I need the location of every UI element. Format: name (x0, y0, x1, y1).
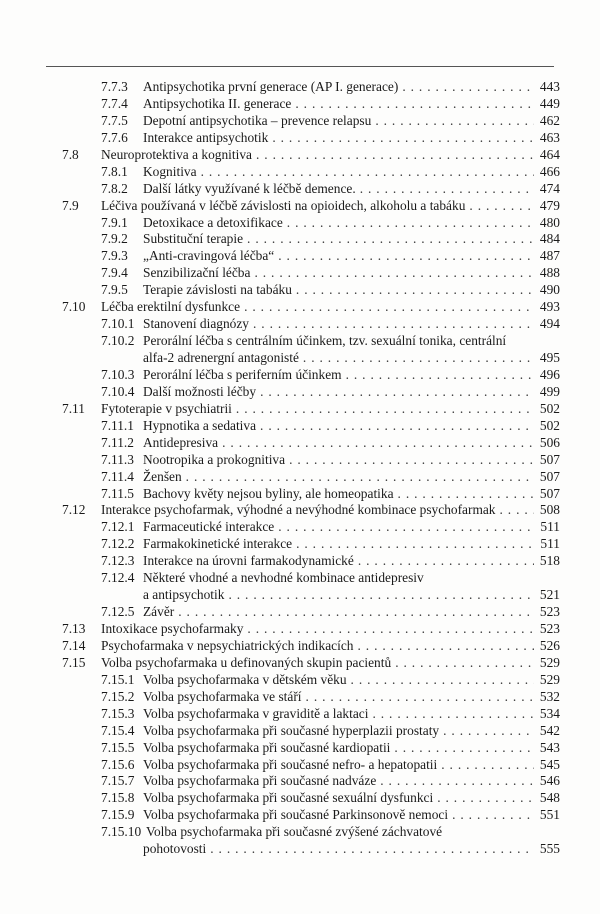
dot-leader (346, 367, 534, 384)
toc-entry-number: 7.15.10 (101, 824, 142, 840)
toc-entry (0, 248, 600, 265)
toc-entry (0, 231, 600, 248)
toc-entry (0, 113, 600, 130)
toc-entry-title: Další látky využívané k léčbě demence. (143, 180, 356, 196)
toc-entry (0, 655, 600, 672)
dot-leader (357, 638, 534, 655)
header-rule (46, 66, 554, 67)
dot-leader (260, 384, 534, 401)
toc-entry-number: 7.11.2 (101, 434, 134, 450)
dot-leader (228, 587, 534, 604)
toc-entry-page: 502 (539, 400, 560, 416)
toc-entry-title: Senzibilizační léčba (143, 265, 251, 281)
toc-entry (0, 570, 600, 587)
toc-entry (0, 773, 600, 790)
dot-leader (296, 536, 534, 553)
toc-entry-number: 7.15.7 (101, 773, 135, 789)
toc-entry (0, 333, 600, 350)
dot-leader (375, 113, 534, 130)
toc-entry-page: 496 (539, 366, 560, 382)
toc-entry-number: 7.11.4 (101, 468, 134, 484)
toc-entry-title: Neuroprotektiva a kognitiva (101, 146, 252, 162)
toc-entry-number: 7.10 (62, 299, 86, 315)
toc-entry-page: 518 (539, 553, 560, 569)
toc-entry (0, 181, 600, 198)
toc-entry-number: 7.13 (62, 621, 86, 636)
toc-entry-title: Volba psychofarmaka při současné nadváze (143, 773, 377, 789)
dot-leader (201, 164, 534, 181)
toc-entry-number: 7.7.6 (101, 129, 128, 145)
dot-leader (469, 198, 534, 215)
toc-entry-number: 7.15.3 (101, 705, 135, 721)
dot-leader (296, 282, 534, 299)
toc-entry-title: Terapie závislosti na tabáku (143, 282, 292, 298)
toc-entry-number: 7.12 (62, 502, 86, 518)
toc-entry (0, 164, 600, 181)
toc-entry (0, 536, 600, 553)
toc-entry (0, 350, 600, 367)
toc-entry-title: Volba psychofarmaka při současné Parkinsonově nemoci (143, 807, 449, 823)
dot-leader (351, 672, 534, 689)
toc-entry (0, 587, 600, 604)
toc-entry-page: 499 (539, 383, 560, 399)
toc-entry-title: alfa-2 adrenergní antagonisté (143, 350, 299, 365)
toc-entry-title: Léčba erektilní dysfunkce (101, 299, 241, 315)
dot-leader (500, 502, 534, 519)
toc-entry-page: 443 (539, 79, 560, 94)
toc-entry-title: Intoxikace psychofarmaky (101, 621, 244, 636)
toc-entry (0, 367, 600, 384)
toc-entry-number: 7.12.3 (101, 553, 135, 569)
dot-leader (247, 231, 534, 248)
toc-entry-title: Volba psychofarmaka ve stáří (143, 688, 302, 704)
toc-entry (0, 502, 600, 519)
toc-entry (0, 418, 600, 435)
toc-entry-title: Volba psychofarmaka u definovaných skupin pacientů (101, 654, 392, 670)
toc-entry-number: 7.15.8 (101, 790, 135, 806)
dot-leader (372, 706, 534, 723)
toc-entry-page: 484 (539, 231, 560, 247)
toc-entry-title: Volba psychofarmaka při současné kardiopatii (143, 739, 391, 755)
toc-entry (0, 621, 600, 638)
toc-entry (0, 841, 600, 858)
toc-entry (0, 706, 600, 723)
toc-entry-title: Detoxikace a detoxifikace (143, 214, 283, 230)
toc-entry-title: Interakce antipsychotik (143, 129, 269, 145)
toc-entry-title: Farmakokinetické interakce (143, 536, 293, 552)
toc-entry-title: Ženšen (143, 468, 182, 484)
toc-entry (0, 740, 600, 757)
toc-entry-number: 7.9.4 (101, 265, 128, 281)
toc-entry-title: Interakce psychofarmak, výhodné a nevýhodné kombinace psychofarmak (101, 502, 496, 518)
dot-leader (358, 553, 534, 570)
toc-entry-title: Závěr (143, 604, 175, 620)
toc-entry-title: Volba psychofarmaka při současné sexuální dysfunkci (143, 790, 434, 806)
toc-entry-title: Hypnotika a sedativa (143, 417, 257, 433)
toc-entry-title: Depotní antipsychotika – prevence relapsu (143, 112, 372, 128)
toc-entry-page: 495 (539, 350, 560, 365)
toc-entry-title: Perorální léčba s centrálním účinkem, tzv. sexuální tonika, centrální (143, 333, 507, 349)
toc-entry (0, 519, 600, 536)
toc-entry (0, 452, 600, 469)
toc-entry-page: 494 (539, 316, 560, 332)
toc-entry-number: 7.12.5 (101, 604, 135, 620)
table-of-contents (0, 79, 600, 858)
toc-entry-page: 529 (539, 671, 560, 687)
toc-entry (0, 824, 600, 841)
toc-entry-page: 523 (539, 621, 560, 636)
toc-entry-page: 464 (539, 146, 560, 162)
toc-entry-page: 529 (539, 654, 560, 670)
dot-leader (287, 215, 534, 232)
toc-entry-title: Substituční terapie (143, 231, 244, 247)
dot-leader (254, 265, 534, 282)
toc-entry-number: 7.7.5 (101, 112, 128, 128)
toc-entry-number: 7.9.2 (101, 231, 128, 247)
toc-entry-title: Volba psychofarmaka v graviditě a laktaci (143, 705, 369, 721)
toc-entry-number: 7.7.4 (101, 95, 128, 111)
toc-entry-page: 523 (539, 604, 560, 620)
dot-leader (303, 350, 534, 367)
toc-entry-title: Psychofarmaka v nepsychiatrických indikacích (101, 637, 354, 653)
dot-leader (360, 181, 534, 198)
toc-entry-title: Perorální léčba s periferním účinkem (143, 366, 342, 382)
toc-entry (0, 147, 600, 164)
toc-entry (0, 96, 600, 113)
toc-entry-title: Interakce na úrovni farmakodynamické (143, 553, 354, 569)
toc-entry-page: 532 (539, 688, 560, 704)
dot-leader (236, 401, 534, 418)
toc-entry (0, 215, 600, 232)
dot-leader (437, 790, 534, 807)
toc-entry (0, 130, 600, 147)
toc-entry-title: Volba psychofarmaka při současné hyperplazii prostaty (143, 722, 440, 738)
dot-leader (272, 130, 534, 147)
dot-leader (394, 740, 534, 757)
toc-entry-page: 480 (539, 214, 560, 230)
toc-entry-number: 7.15.2 (101, 688, 135, 704)
toc-entry-title: Volba psychofarmaka při současné nefro- a hepatopatii (143, 756, 438, 772)
toc-entry-title: Kognitiva (143, 163, 197, 179)
toc-entry-page: 493 (539, 299, 560, 315)
toc-entry-page: 546 (539, 773, 560, 789)
toc-entry-number: 7.15.4 (101, 722, 135, 738)
toc-entry (0, 198, 600, 215)
toc-entry-page: 545 (539, 756, 560, 772)
toc-entry-number: 7.15.1 (101, 671, 135, 687)
dot-leader (222, 435, 534, 452)
toc-entry (0, 401, 600, 418)
toc-entry (0, 807, 600, 824)
toc-entry-number: 7.12.2 (101, 536, 135, 552)
toc-entry-page: 542 (539, 722, 560, 738)
toc-entry-page: 507 (539, 451, 560, 467)
toc-entry-title: Stanovení diagnózy (143, 316, 249, 332)
toc-entry-page: 548 (539, 790, 560, 806)
toc-entry-page: 526 (539, 637, 560, 653)
toc-entry-page: 551 (539, 807, 560, 823)
dot-leader (247, 621, 534, 638)
toc-entry-title: Některé vhodné a nevhodné kombinace antidepresiv (143, 570, 424, 586)
toc-entry-page: 487 (539, 248, 560, 264)
toc-entry-number: 7.14 (62, 637, 86, 653)
dot-leader (295, 96, 534, 113)
toc-entry (0, 486, 600, 503)
toc-entry-page: 543 (539, 739, 560, 755)
toc-entry-page: 511 (540, 519, 560, 535)
toc-entry-number: 7.7.3 (101, 79, 128, 94)
toc-entry-page: 507 (539, 485, 560, 501)
dot-leader (443, 723, 534, 740)
toc-entry-title: Antidepresiva (143, 434, 219, 450)
toc-entry-number: 7.11.5 (101, 485, 134, 501)
toc-entry-number: 7.8 (62, 146, 79, 162)
toc-entry-page: 555 (539, 841, 560, 857)
toc-entry-page: 479 (539, 197, 560, 213)
toc-entry (0, 282, 600, 299)
dot-leader (289, 452, 534, 469)
toc-entry-number: 7.11.3 (101, 451, 134, 467)
toc-entry-page: 474 (539, 180, 560, 196)
toc-entry-number: 7.12.4 (101, 570, 135, 586)
toc-entry-page: 507 (539, 468, 560, 484)
toc-entry-title: Antipsychotika II. generace (143, 95, 292, 111)
toc-entry (0, 638, 600, 655)
toc-entry-title: Nootropika a prokognitiva (143, 451, 286, 467)
toc-entry-page: 463 (539, 129, 560, 145)
toc-entry-number: 7.8.1 (101, 163, 128, 179)
dot-leader (441, 757, 534, 774)
toc-entry-title: „Anti-cravingová léčba“ (143, 248, 275, 264)
toc-entry-number: 7.15 (62, 654, 86, 670)
toc-entry-page: 490 (539, 282, 560, 298)
dot-leader (178, 604, 534, 621)
toc-entry-number: 7.12.1 (101, 519, 135, 535)
toc-entry-title: Volba psychofarmaka při současné zvýšené záchvatové (146, 824, 443, 840)
dot-leader (244, 299, 534, 316)
toc-entry (0, 435, 600, 452)
toc-entry-page: 502 (539, 417, 560, 433)
toc-entry-number: 7.10.4 (101, 383, 135, 399)
toc-entry (0, 469, 600, 486)
toc-entry (0, 604, 600, 621)
toc-entry (0, 672, 600, 689)
toc-entry-title: Volba psychofarmaka v dětském věku (143, 671, 347, 687)
toc-entry-number: 7.10.1 (101, 316, 135, 332)
toc-entry-title: Další možnosti léčby (143, 383, 257, 399)
toc-entry (0, 723, 600, 740)
toc-entry (0, 299, 600, 316)
toc-entry-title: a antipsychotik (143, 587, 225, 603)
toc-entry-number: 7.15.5 (101, 739, 135, 755)
toc-entry-page: 534 (539, 705, 560, 721)
dot-leader (398, 486, 534, 503)
toc-entry-title: Farmaceutické interakce (143, 519, 275, 535)
dot-leader (256, 147, 534, 164)
toc-entry-title: Bachovy květy nejsou byliny, ale homeopatika (143, 485, 394, 501)
toc-entry-number: 7.9.3 (101, 248, 128, 264)
dot-leader (395, 655, 534, 672)
toc-entry-number: 7.15.9 (101, 807, 135, 823)
toc-entry-title: Fytoterapie v psychiatrii (101, 400, 232, 416)
toc-entry-number: 7.11 (62, 400, 85, 416)
toc-entry-number: 7.11.1 (101, 417, 134, 433)
toc-entry (0, 316, 600, 333)
dot-leader (278, 248, 534, 265)
toc-entry (0, 689, 600, 706)
toc-entry (0, 790, 600, 807)
toc-entry-title: Léčiva používaná v léčbě závislosti na opioidech, alkoholu a tabáku (101, 197, 466, 213)
toc-entry-number: 7.8.2 (101, 180, 128, 196)
toc-entry (0, 384, 600, 401)
toc-entry (0, 553, 600, 570)
toc-entry-page: 449 (539, 95, 560, 111)
dot-leader (210, 841, 534, 858)
toc-entry-page: 521 (539, 587, 560, 603)
toc-entry-number: 7.10.3 (101, 366, 135, 382)
toc-entry (0, 79, 600, 96)
toc-entry-page: 508 (539, 502, 560, 518)
dot-leader (402, 79, 534, 96)
toc-entry-number: 7.10.2 (101, 333, 135, 349)
toc-entry (0, 757, 600, 774)
toc-entry-number: 7.15.6 (101, 756, 135, 772)
toc-entry-title: pohotovosti (143, 841, 207, 857)
toc-entry-page: 462 (539, 112, 560, 128)
dot-leader (380, 773, 534, 790)
toc-entry-title: Antipsychotika první generace (AP I. generace) (143, 79, 399, 94)
toc-entry-number: 7.9 (62, 197, 79, 213)
dot-leader (260, 418, 534, 435)
dot-leader (186, 469, 534, 486)
toc-entry-page: 511 (540, 536, 560, 552)
dot-leader (452, 807, 534, 824)
toc-entry-number: 7.9.1 (101, 214, 128, 230)
toc-entry-number: 7.9.5 (101, 282, 128, 298)
dot-leader (278, 519, 534, 536)
toc-entry-page: 506 (539, 434, 560, 450)
dot-leader (306, 689, 534, 706)
toc-entry-page: 466 (539, 163, 560, 179)
dot-leader (253, 316, 534, 333)
toc-entry (0, 265, 600, 282)
toc-entry-page: 488 (539, 265, 560, 281)
